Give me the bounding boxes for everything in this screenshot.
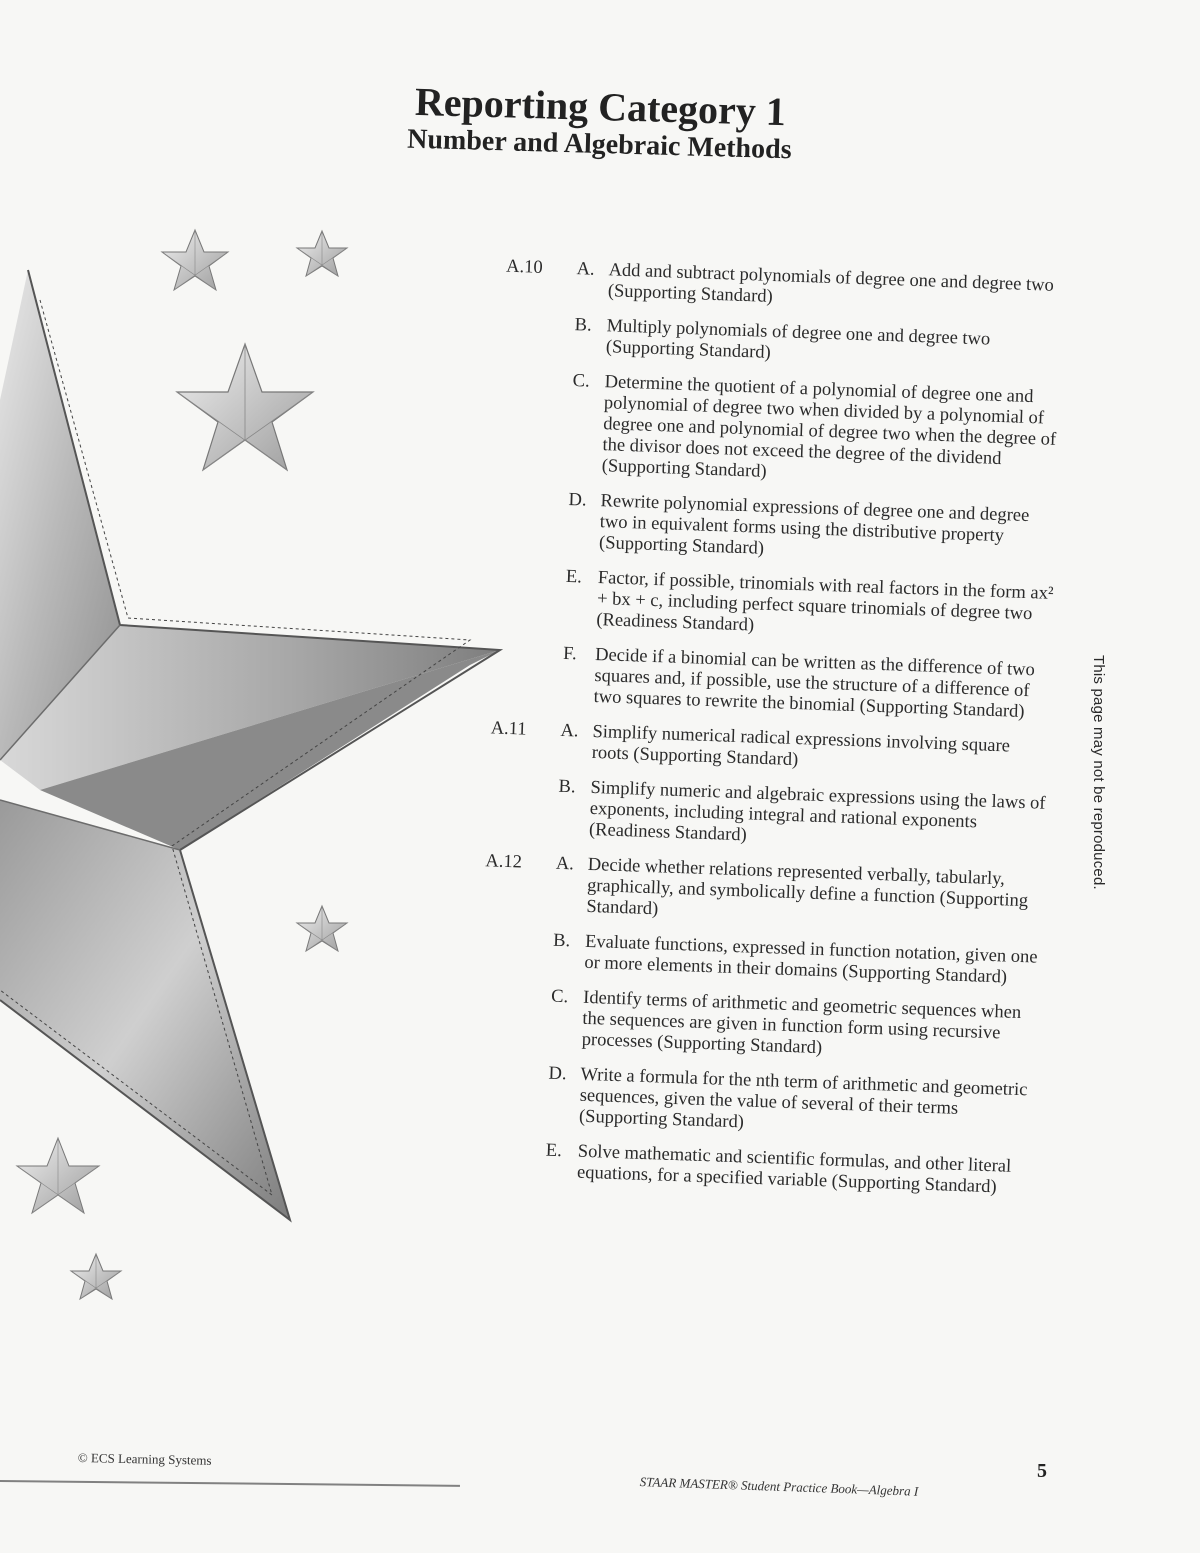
heading-block [339, 78, 861, 168]
item-text: Write a formula for the nth term of arithmetic and geometric sequences, given the value of several of their terms (Supporting Standard) [578, 1064, 1028, 1133]
small-star-1 [162, 230, 228, 290]
standard-item [520, 930, 1041, 990]
small-star-5 [17, 1138, 99, 1213]
small-star-6 [71, 1254, 121, 1299]
item-letter: A. [555, 853, 575, 875]
large-star-bottom-facet [0, 800, 290, 1220]
item-letter: B. [558, 776, 576, 798]
small-star-4 [297, 906, 347, 951]
item-text: Rewrite polynomial expressions of degree one and degree two in equivalent forms using the distributive property (Supporting Standard) [598, 491, 1030, 559]
item-text: Simplify numeric and algebraic expressions using the laws of exponents, including integral and rational exponents (Readiness Standard) [588, 777, 1046, 846]
small-star-3 [177, 344, 313, 470]
item-letter: D. [548, 1063, 567, 1085]
standard-item [542, 314, 1063, 374]
item-letter: B. [574, 315, 592, 336]
reproduction-notice: This page may not be reproduced. [1090, 655, 1107, 890]
item-letter: A. [576, 259, 595, 280]
item-text: Multiply polynomials of degree one and degree two (Supporting Standard) [605, 316, 991, 363]
standard-item [525, 776, 1047, 857]
standard-item [517, 986, 1039, 1067]
standard-code: A.11 [490, 718, 527, 740]
standard-group-a10 [505, 256, 1064, 724]
small-star-2 [297, 231, 347, 276]
item-text: Factor, if possible, trinomials with real factors in the form ax² + bx + c, including perfect square trinomials of degree two (Readiness Standard) [596, 568, 1054, 636]
item-letter: A. [560, 720, 579, 742]
page-subtitle: Number and Algebraic Methods [406, 123, 793, 166]
item-letter: D. [568, 489, 587, 511]
standard-item [537, 370, 1060, 493]
standard-item [515, 1063, 1037, 1144]
item-text: Determine the quotient of a polynomial of degree one and polynomial of degree two when divided by a polynomial of degree one and polynomial of degree two when the degree of the divisor does not exceed the degree of the dividend (Supporting Standard) [601, 372, 1057, 482]
item-text: Identify terms of arithmetic and geometric sequences when the sequences are given in function form using recursive processes (Supporting Standard) [581, 987, 1022, 1059]
book-title-footer: STAAR MASTER® Student Practice Book—Algebra I [639, 1474, 919, 1499]
item-letter: E. [545, 1140, 563, 1162]
standard-code: A.12 [485, 851, 523, 873]
item-text: Decide if a binomial can be written as the difference of two squares and, if possible, use the structure of a difference of two squares to rewrite the binomial (Supporting Standard) [593, 644, 1036, 723]
item-text: Solve mathematic and scientific formulas, and other literal equations, for a specified variable (Supporting Standard) [576, 1141, 1012, 1198]
standards-list [485, 256, 1064, 1214]
page-number: 5 [1037, 1460, 1047, 1482]
standard-code: A.10 [505, 256, 544, 278]
standard-item [485, 851, 1044, 934]
standard-item [529, 643, 1051, 724]
standard-item [535, 489, 1057, 570]
copyright-notice: © ECS Learning Systems [77, 1450, 212, 1468]
item-text: Add and subtract polynomials of degree one and degree two (Supporting Standard) [607, 260, 1055, 307]
item-text: Decide whether relations represented verbally, tabularly, graphically, and symbolically define a function (Supporting Standard) [586, 854, 1029, 920]
standard-item [513, 1139, 1034, 1199]
standard-item [490, 718, 1048, 780]
item-text: Evaluate functions, expressed in function notation, given one or more elements in their domains (Supporting Standard) [584, 931, 1038, 988]
item-letter: C. [550, 986, 569, 1008]
item-letter: B. [552, 930, 571, 952]
standard-item [532, 566, 1054, 647]
page-title: Reporting Category 1 [414, 78, 787, 135]
item-letter: E. [565, 566, 583, 588]
standard-group-a12 [485, 851, 1044, 1200]
item-letter: F. [562, 643, 577, 665]
standard-group-a11 [490, 718, 1049, 857]
item-text: Simplify numerical radical expressions involving square roots (Supporting Standard) [591, 721, 1011, 771]
item-letter: C. [572, 371, 591, 392]
